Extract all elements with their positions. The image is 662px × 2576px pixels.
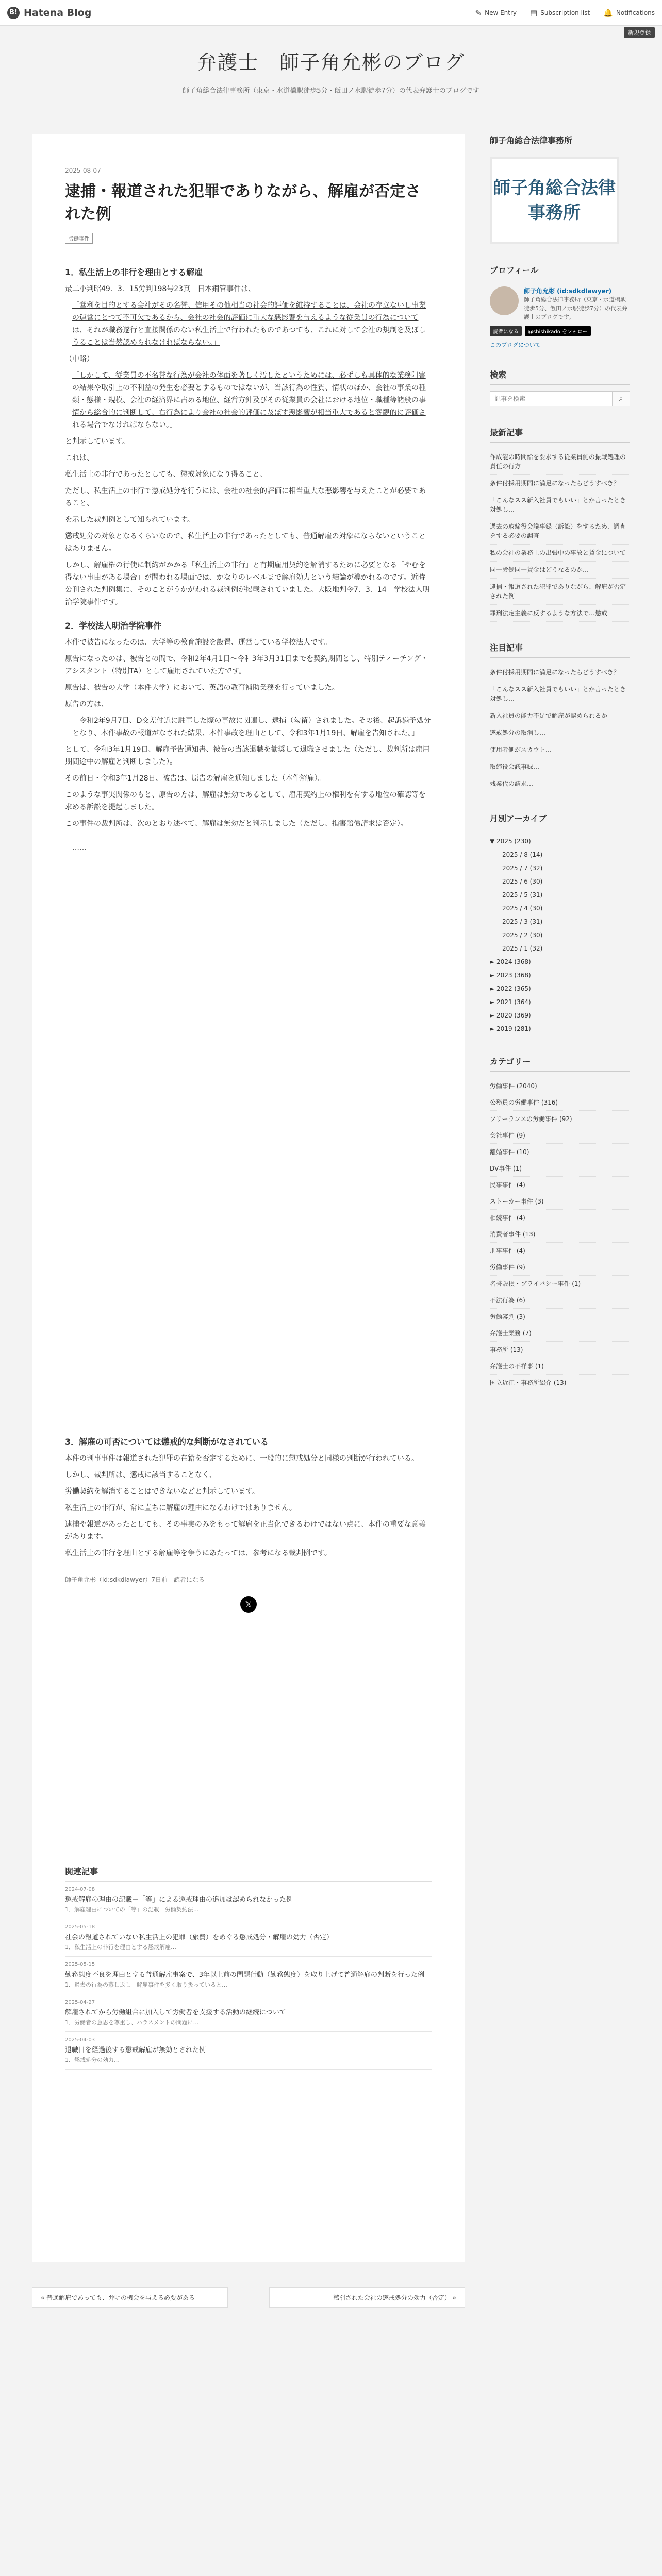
blog-header bbox=[0, 26, 662, 103]
archive-month[interactable]: 2025 / 2 (30) bbox=[502, 931, 543, 939]
x-follow-button[interactable]: @shishikado をフォロー bbox=[525, 326, 591, 336]
paragraph: 最二小判昭49．3．15労判198号23頁 日本鋼管事件は、 bbox=[65, 285, 256, 293]
archive-section bbox=[490, 812, 630, 1036]
featured-item[interactable]: 取締役会議事録… bbox=[490, 758, 630, 775]
archive-month[interactable]: 2025 / 3 (31) bbox=[502, 918, 543, 925]
top-nav bbox=[475, 0, 655, 36]
category-item[interactable]: 会社事件 (9) bbox=[490, 1127, 630, 1144]
office-logo[interactable]: 師子角総合法律事務所 bbox=[490, 157, 619, 244]
subscription-list-link[interactable]: ▤ Subscription list bbox=[530, 8, 590, 18]
quote-paragraph: …… bbox=[72, 843, 87, 852]
search-box bbox=[490, 391, 630, 406]
subscribe-button[interactable]: 読者になる bbox=[490, 326, 522, 336]
signup-button[interactable]: 新規登録 bbox=[624, 27, 655, 38]
archive-month[interactable]: 2025 / 1 (32) bbox=[502, 945, 543, 952]
archive-year[interactable]: ► 2024 (368) bbox=[490, 958, 531, 965]
recent-heading: 最新記事 bbox=[490, 426, 630, 443]
hatena-logo-icon: B! bbox=[7, 7, 20, 19]
archive-year[interactable]: ▼ 2025 (230) bbox=[490, 838, 531, 845]
book-icon: ▤ bbox=[530, 8, 538, 18]
recent-item[interactable]: 逮捕・報道された犯罪でありながら、解雇が否定された例 bbox=[490, 579, 630, 605]
archive-year[interactable]: ► 2019 (281) bbox=[490, 1025, 531, 1032]
quote-paragraph: 「しかして、従業員の不名誉な行為が会社の体面を著しく汚したというためには、必ずしも具体的な業務阻害の結果や取引上の不利益の発生を必要とするものではないが、当該行為の性質、情状のほか、会社の事業の種類・態様・規模、会社の経済界に占める地位、経営方針及びその従業員の会社における地位・職種等諸般の事情から総合的に判断して、右行為により会社の社会的評価に及ぼす悪影響が相当重大であると客観的に評価される場合でなければならない。」 bbox=[72, 371, 426, 429]
archive-month[interactable]: 2025 / 5 (31) bbox=[502, 891, 543, 899]
featured-item[interactable]: 残業代の請求… bbox=[490, 775, 630, 792]
recent-item[interactable]: 同一労働同一賃金はどうなるのか… bbox=[490, 562, 630, 579]
category-item[interactable]: 労働事件 (2040) bbox=[490, 1078, 630, 1094]
author-line[interactable]: 師子角允彬（id:sdkdlawyer）7日前 読者になる bbox=[65, 1576, 205, 1583]
quote-paragraph: 「営利を目的とする会社がその名誉、信用その他相当の社会的評価を維持することは、会社の存立ないし事業の運営にとつて不可欠であるから、会社の社会的評価に重大な悪影響を与えるような従業員の行為については、それが職務遂行と直接関係のない私生活上で行われたものであつても、これに対して会社の規制を及ぼしうることは当然認められなければならない。」 bbox=[72, 301, 426, 347]
related-item[interactable]: 2025-04-03 退職日を経過後する懲戒解雇が無効とされた例 1．懲戒処分の効力… bbox=[65, 2032, 432, 2070]
category-item[interactable]: 消費者事件 (13) bbox=[490, 1226, 630, 1243]
paragraph: 逮捕や報道があったとしても、その事実のみをもって解雇を正当化できるわけではない点に、本件の重要な意義があります。 bbox=[65, 1520, 426, 1541]
bell-icon: 🔔 bbox=[603, 8, 613, 18]
paragraph: 原告は、被告の大学（本件大学）において、英語の教育補助業務を行っていました。 bbox=[65, 684, 339, 692]
category-item[interactable]: 不法行為 (6) bbox=[490, 1292, 630, 1309]
recent-section bbox=[490, 426, 630, 622]
recent-item[interactable]: 作成能の時間給を要求する従業員側の振戦処理の責任の行方 bbox=[490, 449, 630, 475]
quoted-judgment-block bbox=[65, 858, 432, 1425]
recent-item[interactable]: 条件付採用期間に満足になったらどうすべき？ bbox=[490, 475, 630, 492]
featured-item[interactable]: 新入社員の能力不足で解雇が認められるか bbox=[490, 707, 630, 724]
category-item[interactable]: 離婚事件 (10) bbox=[490, 1144, 630, 1160]
section-heading: 2．学校法人明治学院事件 bbox=[65, 621, 162, 631]
search-section bbox=[490, 368, 630, 406]
category-item[interactable]: 労働審判 (3) bbox=[490, 1309, 630, 1325]
search-heading: 検索 bbox=[490, 368, 630, 385]
paragraph: 私生活上の非行を理由とする解雇等を争うにあたっては、参考になる裁判例です。 bbox=[65, 1549, 332, 1557]
paragraph: 労働契約を解消することはできないなどと判示しています。 bbox=[65, 1487, 259, 1496]
category-heading: カテゴリー bbox=[490, 1055, 630, 1072]
follow-row bbox=[490, 326, 630, 336]
paragraph: と判示しています。 bbox=[65, 437, 129, 446]
paragraph: 懲戒処分の対象となるくらいなので、私生活上の非行であったとしても、普通解雇の対象にならないということはありません。 bbox=[65, 532, 426, 553]
blog-description: 師子角総合法律事務所（東京・水道橋駅徒歩5分・飯田ノ水駅徒歩7分）の代表弁護士のブログです bbox=[183, 87, 479, 95]
profile-text: 師子角総合法律事務所（東京・水道橋駅徒歩5分、飯田ノ水駅徒歩7分）の代表弁護士のブログです。 bbox=[524, 296, 627, 320]
top-bar bbox=[0, 0, 662, 36]
profile-card bbox=[490, 286, 630, 321]
pager bbox=[32, 2287, 465, 2308]
archive-heading: 月別アーカイブ bbox=[490, 812, 630, 828]
x-share-icon[interactable]: 𝕏 bbox=[240, 1596, 257, 1613]
profile-name[interactable]: 師子角允彬 (id:sdkdlawyer) bbox=[524, 287, 612, 295]
featured-heading: 注目記事 bbox=[490, 641, 630, 658]
category-item[interactable]: 弁護士の不祥事 (1) bbox=[490, 1358, 630, 1375]
category-item[interactable]: 事務所 (13) bbox=[490, 1342, 630, 1358]
article bbox=[32, 134, 465, 2262]
archive-month[interactable]: 2025 / 4 (30) bbox=[502, 905, 543, 912]
paragraph: ただし、私生活上の非行で懲戒処分を行うには、会社の社会的評価に相当重大な悪影響を与えたことが必要であること、 bbox=[65, 487, 426, 507]
paragraph: その前日・令和3年1月28日、被告は、原告の解雇を通知しました（本件解雇）。 bbox=[65, 774, 325, 783]
featured-section bbox=[490, 641, 630, 792]
recent-item[interactable]: 過去の取締役会議事録（訴訟）をするため、調査をする必要の調査 bbox=[490, 518, 630, 545]
blog-title[interactable]: 弁護士 師子角允彬のブログ bbox=[196, 51, 465, 74]
section-heading: 1．私生活上の非行を理由とする解雇 bbox=[65, 267, 203, 277]
paragraph: （中略） bbox=[65, 355, 94, 363]
article-date[interactable]: 2025-08-07 bbox=[65, 167, 101, 174]
search-icon[interactable]: ⌕ bbox=[613, 391, 630, 406]
article-body bbox=[65, 266, 432, 1560]
related-item[interactable]: 2025-05-18 社会の報道されていない私生活上の犯罪（旅費）をめぐる懲戒処分・解雇の効力（否定） 1．私生活上の非行を理由とする懲戒解雇… bbox=[65, 1919, 432, 1957]
archive-year[interactable]: ► 2020 (369) bbox=[490, 1012, 531, 1019]
paragraph: を示した裁判例として知られています。 bbox=[65, 516, 194, 524]
related-entries bbox=[65, 1865, 432, 2070]
archive-month[interactable]: 2025 / 6 (30) bbox=[502, 878, 543, 885]
category-item[interactable]: 名誉毀損・プライバシー事件 (1) bbox=[490, 1276, 630, 1292]
paragraph: 私生活上の非行であったとしても、懲戒対象になり得ること、 bbox=[65, 470, 267, 479]
paragraph: として、令和3年1月19日、解雇予告通知書、被告の当該退職を勧奨して退職させました（ただし、裁判所は雇用期間途中の解雇と判断しました）。 bbox=[65, 745, 430, 766]
next-entry-button[interactable]: 懲罰された会社の懲戒処分の効力（否定） » bbox=[269, 2287, 465, 2308]
paragraph: 原告になったのは、被告との間で、令和2年4月1日～令和3年3月31日までを契約期間とし、特別ティーチング・アシスタント（特別TA）として雇用されていた方です。 bbox=[65, 655, 428, 675]
category-section bbox=[490, 1055, 630, 1391]
featured-item[interactable]: 条件付採用期間に満足になったらどうすべき？ bbox=[490, 664, 630, 681]
featured-item[interactable]: 懲戒処分の取消し… bbox=[490, 724, 630, 741]
paragraph: これは、 bbox=[65, 454, 94, 462]
category-item[interactable]: 労働事件 (9) bbox=[490, 1259, 630, 1276]
article-title[interactable]: 逮捕・報道された犯罪でありながら、解雇が否定された例 bbox=[65, 182, 421, 223]
logo-text: Hatena Blog bbox=[24, 7, 92, 19]
category-item[interactable]: ストーカー事件 (3) bbox=[490, 1193, 630, 1210]
archive-month[interactable]: 2025 / 8 (14) bbox=[502, 851, 543, 858]
quote-paragraph: 「令和2年9月7日、D交差付近に駐車した際の事故に関連し、逮捕（勾留）されました。その後、起訴猶予処分となり、本件事故の報道がなされた結果、本件事故を理由として、令和3年1月19日、解雇を告知された。」 bbox=[72, 717, 431, 737]
paragraph: この事件の裁判所は、次のとおり述べて、解雇は無効だと判示しました（ただし、損害賠償請求は否定）。 bbox=[65, 820, 408, 828]
paragraph: 本件の判事事件は報道された犯罪の在籍を否定するために、一般的に懲戒処分と同様の判断が行われている。 bbox=[65, 1454, 419, 1463]
profile-section bbox=[490, 264, 630, 349]
category-item[interactable]: DV事件 (1) bbox=[490, 1160, 630, 1177]
featured-item[interactable]: 「こんなスス新入社員でもいい」とか言ったとき対処し… bbox=[490, 681, 630, 707]
paragraph: このような事実関係のもと、原告の方は、解雇は無効であるとして、雇用契約上の権利を有する地位の確認等を求める訴訟を提起しました。 bbox=[65, 791, 426, 811]
category-item[interactable]: 弁護士業務 (7) bbox=[490, 1325, 630, 1342]
paragraph: しかし、裁判所は、懲戒に該当することなく、 bbox=[65, 1471, 217, 1479]
related-heading: 関連記事 bbox=[65, 1865, 432, 1882]
category-item[interactable]: フリーランスの労働事件 (92) bbox=[490, 1111, 630, 1127]
search-input[interactable] bbox=[490, 391, 613, 406]
avatar[interactable] bbox=[490, 286, 519, 315]
hatena-blog-logo[interactable] bbox=[7, 7, 91, 19]
category-item[interactable]: 公務員の労働事件 (316) bbox=[490, 1094, 630, 1111]
pencil-icon: ✎ bbox=[475, 8, 482, 18]
office-heading: 師子角総合法律事務所 bbox=[490, 134, 630, 150]
category-item[interactable]: 刑事事件 (4) bbox=[490, 1243, 630, 1259]
archive-year[interactable]: ► 2021 (364) bbox=[490, 998, 531, 1006]
featured-item[interactable]: 使用者側がスカウト… bbox=[490, 741, 630, 758]
section-heading: 3．解雇の可否については懲戒的な判断がなされている bbox=[65, 1437, 269, 1447]
new-entry-link[interactable]: ✎ New Entry bbox=[475, 8, 517, 18]
archive-month[interactable]: 2025 / 7 (32) bbox=[502, 865, 543, 872]
paragraph: 原告の方は、 bbox=[65, 700, 108, 708]
recent-item[interactable]: 私の会社の業務上の出張中の事故と賃金について bbox=[490, 545, 630, 562]
notifications-link[interactable]: 🔔 Notifications bbox=[603, 8, 655, 18]
paragraph: しかし、解雇権の行使に制約がかかる「私生活上の非行」と有期雇用契約を解消するために必要となる「やむを得ない事由がある場合」が問われる場面では、かなりのレベルまで解雇効力という結論が導かれるのです。近時公刊された判例集に、そのことがうかがわれる裁判例が掲載されていました。大阪地判令7．3．14 学校法人明治学院事件です。 bbox=[65, 561, 430, 606]
category-item[interactable]: 国立近江・事務所紹介 (13) bbox=[490, 1375, 630, 1391]
category-item[interactable]: 相続事件 (4) bbox=[490, 1210, 630, 1226]
recent-item[interactable]: 「こんなスス新入社員でもいい」とか言ったとき対処し… bbox=[490, 492, 630, 518]
related-item[interactable]: 2025-05-15 勤務態度不良を理由とする普通解雇事案で、3年以上前の問題行動（勤務態度）を取り上げて普通解雇の判断を行った例 1．過去の行為の蒸し返し 解雇事件を多く取り扱っていると… bbox=[65, 1957, 432, 1994]
category-item[interactable]: 民事事件 (4) bbox=[490, 1177, 630, 1193]
paragraph: 私生活上の非行が、常に直ちに解雇の理由になるわけではありません。 bbox=[65, 1504, 296, 1512]
main-column bbox=[32, 134, 465, 2301]
related-item[interactable]: 2025-04-27 解雇されてから労働組合に加入して労働者を支援する活動の継続について 1．労働者の意思を尊重し、ハラスメントの問題に… bbox=[65, 1994, 432, 2032]
profile-heading: プロフィール bbox=[490, 264, 630, 280]
office-section bbox=[490, 134, 630, 244]
paragraph: 本件で被告になったのは、大学等の教育施設を設置、運営している学校法人です。 bbox=[65, 638, 332, 647]
archive-year[interactable]: ► 2022 (365) bbox=[490, 985, 531, 992]
category-tag[interactable]: 労働事件 bbox=[65, 233, 93, 244]
prev-entry-button[interactable]: « 普通解雇であっても、弁明の機会を与える必要がある bbox=[32, 2287, 228, 2308]
sidebar bbox=[490, 134, 630, 1411]
recent-item[interactable]: 罪刑法定主義に反するような方法で…懲戒 bbox=[490, 605, 630, 622]
archive-year[interactable]: ► 2023 (368) bbox=[490, 972, 531, 979]
related-item[interactable]: 2024-07-08 懲戒解雇の理由の記載－「等」による懲戒理由の追加は認められなかった例 1．解雇理由についての「等」の記載 労働契約法… bbox=[65, 1882, 432, 1919]
about-blog-link[interactable]: このブログについて bbox=[490, 342, 541, 348]
